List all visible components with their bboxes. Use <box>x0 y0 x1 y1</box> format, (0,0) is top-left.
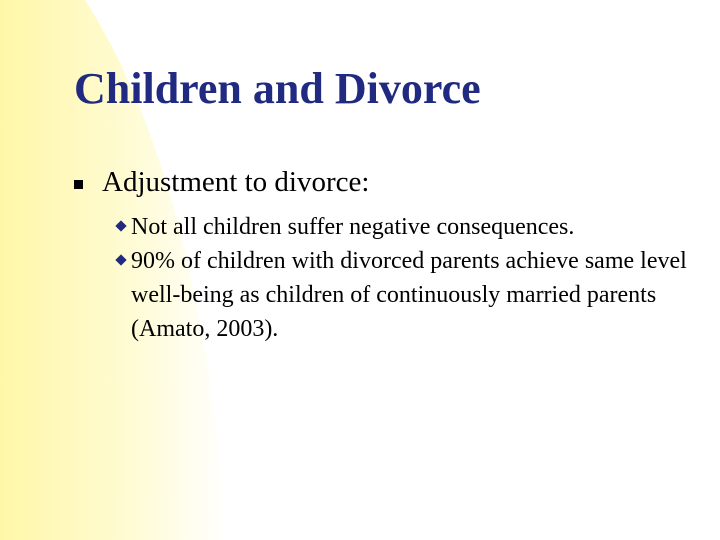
diamond-bullet-icon <box>115 220 126 231</box>
square-bullet-icon <box>74 180 83 189</box>
diamond-bullet-icon <box>115 254 126 265</box>
main-bullet-text: Adjustment to divorce: <box>102 166 370 198</box>
sub-bullet-item <box>114 210 694 244</box>
sub-bullet-text: Not all children suffer negative consequences. <box>131 214 575 240</box>
slide-title: Children and Divorce <box>74 64 481 113</box>
main-bullet-row <box>74 164 370 200</box>
sub-bullet-item <box>114 244 694 346</box>
sub-bullet-text: 90% of children with divorced parents achieve same level well-being as children of continuously married parents (Amato, 2003). <box>131 248 687 342</box>
sub-bullet-list <box>114 210 694 346</box>
